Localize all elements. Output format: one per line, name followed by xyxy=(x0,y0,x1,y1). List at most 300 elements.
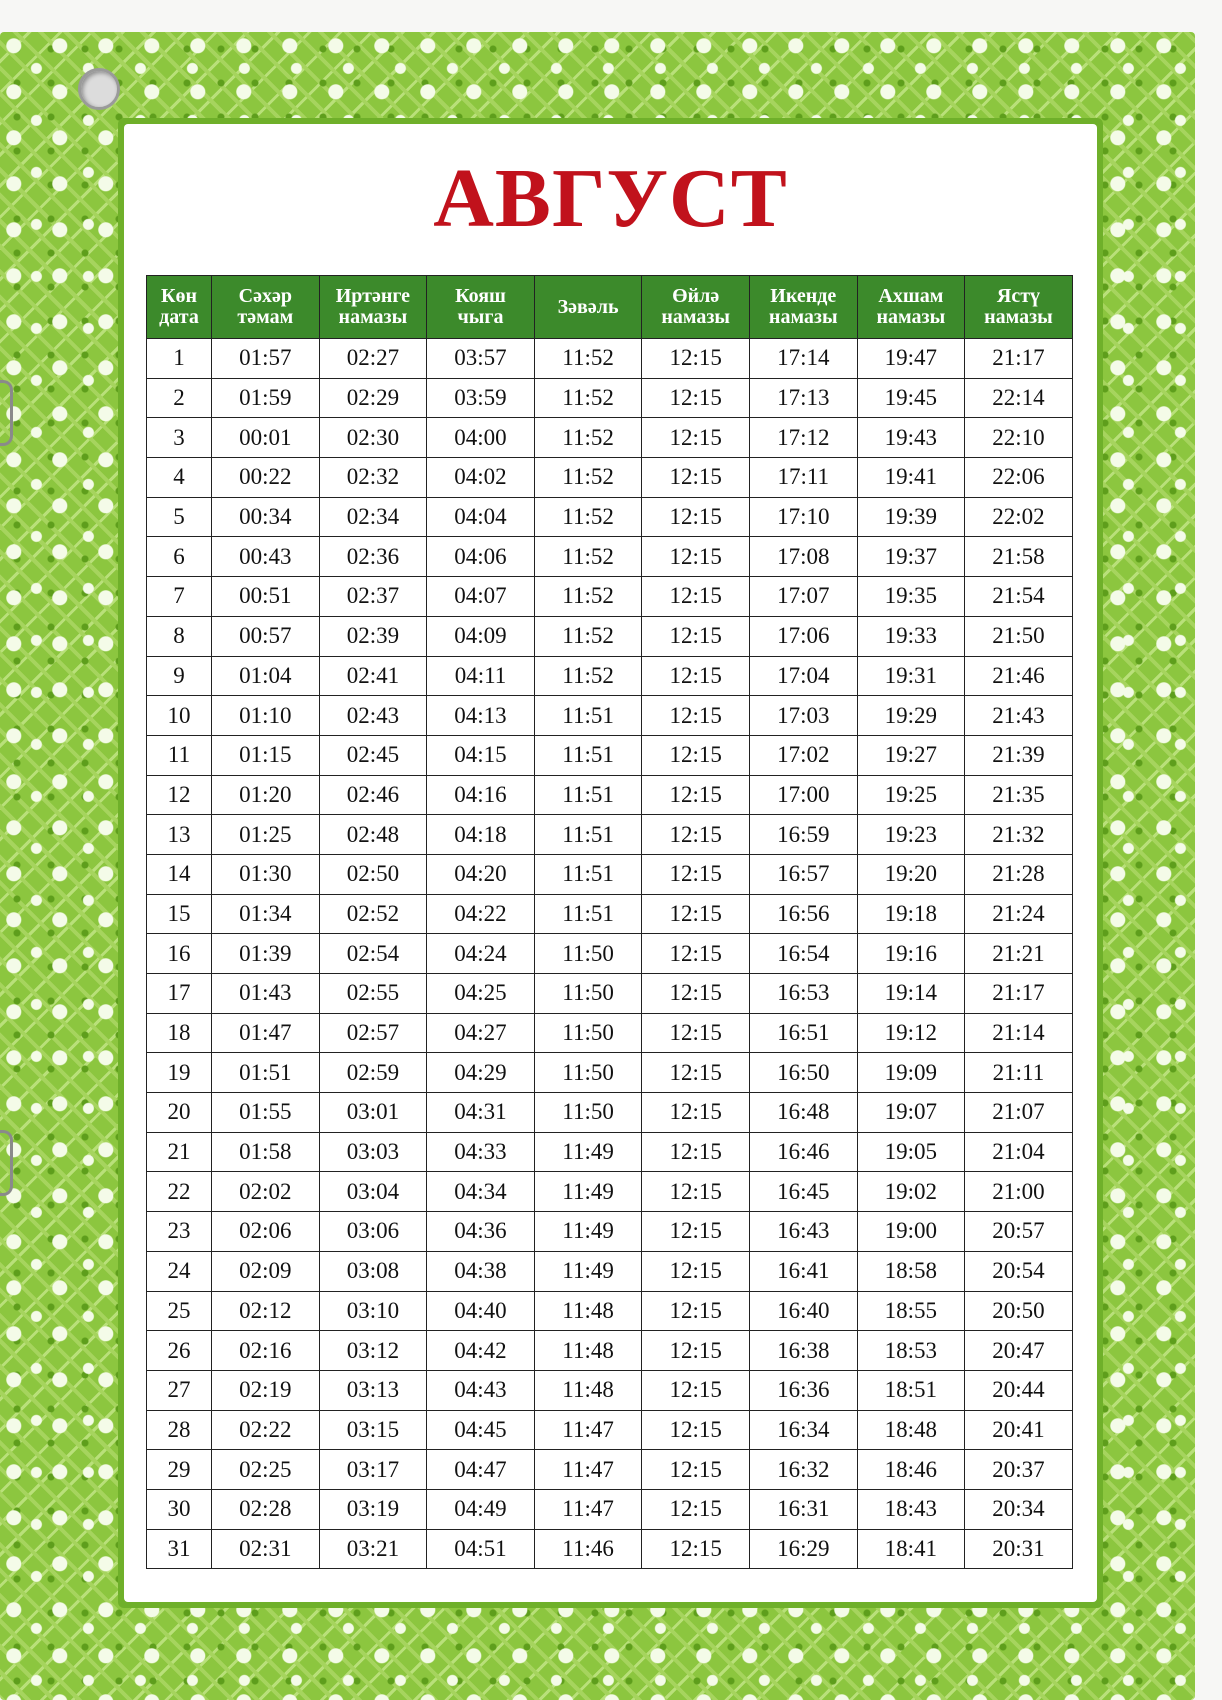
day-number-cell: 28 xyxy=(147,1410,212,1450)
time-cell: 16:29 xyxy=(749,1529,857,1569)
time-cell: 12:15 xyxy=(642,735,750,775)
table-row xyxy=(147,378,1073,418)
time-cell: 21:11 xyxy=(965,1053,1073,1093)
time-cell: 21:43 xyxy=(965,696,1073,736)
time-cell: 03:06 xyxy=(319,1212,427,1252)
time-cell: 12:15 xyxy=(642,1410,750,1450)
time-cell: 02:39 xyxy=(319,616,427,656)
time-cell: 12:15 xyxy=(642,418,750,458)
time-cell: 19:20 xyxy=(857,854,965,894)
time-cell: 04:33 xyxy=(427,1132,535,1172)
time-cell: 11:49 xyxy=(534,1172,642,1212)
table-row xyxy=(147,458,1073,498)
time-cell: 19:27 xyxy=(857,735,965,775)
day-number-cell: 4 xyxy=(147,458,212,498)
time-cell: 02:57 xyxy=(319,1013,427,1053)
time-cell: 16:48 xyxy=(749,1093,857,1133)
day-number-cell: 26 xyxy=(147,1331,212,1371)
time-cell: 12:15 xyxy=(642,1251,750,1291)
time-cell: 20:50 xyxy=(965,1291,1073,1331)
time-cell: 03:15 xyxy=(319,1410,427,1450)
time-cell: 02:12 xyxy=(212,1291,320,1331)
time-cell: 12:15 xyxy=(642,815,750,855)
time-cell: 01:57 xyxy=(212,339,320,379)
time-cell: 02:50 xyxy=(319,854,427,894)
time-cell: 04:49 xyxy=(427,1489,535,1529)
time-cell: 22:06 xyxy=(965,458,1073,498)
day-number-cell: 19 xyxy=(147,1053,212,1093)
time-cell: 21:14 xyxy=(965,1013,1073,1053)
time-cell: 16:36 xyxy=(749,1370,857,1410)
column-header-line1: Өйлә xyxy=(672,285,720,307)
time-cell: 01:59 xyxy=(212,378,320,418)
time-cell: 18:46 xyxy=(857,1450,965,1490)
time-cell: 04:06 xyxy=(427,537,535,577)
time-cell: 19:00 xyxy=(857,1212,965,1252)
day-number-cell: 10 xyxy=(147,696,212,736)
time-cell: 21:50 xyxy=(965,616,1073,656)
day-number-cell: 23 xyxy=(147,1212,212,1252)
day-number-cell: 31 xyxy=(147,1529,212,1569)
time-cell: 12:15 xyxy=(642,1212,750,1252)
time-cell: 19:39 xyxy=(857,497,965,537)
time-cell: 12:15 xyxy=(642,537,750,577)
time-cell: 16:40 xyxy=(749,1291,857,1331)
column-header-line2: намазы xyxy=(338,306,408,328)
table-row xyxy=(147,1053,1073,1093)
time-cell: 12:15 xyxy=(642,1331,750,1371)
time-cell: 11:51 xyxy=(534,894,642,934)
time-cell: 19:23 xyxy=(857,815,965,855)
day-number-cell: 9 xyxy=(147,656,212,696)
time-cell: 12:15 xyxy=(642,1013,750,1053)
time-cell: 11:49 xyxy=(534,1251,642,1291)
time-cell: 12:15 xyxy=(642,1370,750,1410)
time-cell: 11:52 xyxy=(534,656,642,696)
table-row xyxy=(147,656,1073,696)
time-cell: 00:43 xyxy=(212,537,320,577)
time-cell: 03:08 xyxy=(319,1251,427,1291)
time-cell: 01:15 xyxy=(212,735,320,775)
time-cell: 12:15 xyxy=(642,1132,750,1172)
time-cell: 00:34 xyxy=(212,497,320,537)
time-cell: 12:15 xyxy=(642,696,750,736)
time-cell: 21:17 xyxy=(965,339,1073,379)
time-cell: 04:09 xyxy=(427,616,535,656)
time-cell: 11:51 xyxy=(534,775,642,815)
time-cell: 01:30 xyxy=(212,854,320,894)
time-cell: 21:24 xyxy=(965,894,1073,934)
table-row xyxy=(147,854,1073,894)
time-cell: 04:47 xyxy=(427,1450,535,1490)
time-cell: 02:52 xyxy=(319,894,427,934)
time-cell: 11:52 xyxy=(534,577,642,617)
time-cell: 00:01 xyxy=(212,418,320,458)
time-cell: 18:53 xyxy=(857,1331,965,1371)
time-cell: 21:17 xyxy=(965,974,1073,1014)
time-cell: 12:15 xyxy=(642,616,750,656)
column-header-line2: намазы xyxy=(661,306,730,328)
time-cell: 11:47 xyxy=(534,1410,642,1450)
column-header xyxy=(147,276,212,339)
time-cell: 02:16 xyxy=(212,1331,320,1371)
time-cell: 20:57 xyxy=(965,1212,1073,1252)
time-cell: 16:32 xyxy=(749,1450,857,1490)
time-cell: 11:49 xyxy=(534,1212,642,1252)
time-cell: 12:15 xyxy=(642,934,750,974)
table-row xyxy=(147,1212,1073,1252)
time-cell: 00:22 xyxy=(212,458,320,498)
day-number-cell: 1 xyxy=(147,339,212,379)
time-cell: 11:52 xyxy=(534,616,642,656)
time-cell: 16:43 xyxy=(749,1212,857,1252)
time-cell: 16:45 xyxy=(749,1172,857,1212)
time-cell: 12:15 xyxy=(642,458,750,498)
column-header-line2: намазы xyxy=(984,306,1053,328)
time-cell: 04:15 xyxy=(427,735,535,775)
time-cell: 20:34 xyxy=(965,1489,1073,1529)
day-number-cell: 2 xyxy=(147,378,212,418)
table-row xyxy=(147,735,1073,775)
day-number-cell: 12 xyxy=(147,775,212,815)
column-header-line2: намазы xyxy=(876,306,946,328)
time-cell: 04:27 xyxy=(427,1013,535,1053)
time-cell: 18:51 xyxy=(857,1370,965,1410)
time-cell: 16:46 xyxy=(749,1132,857,1172)
time-cell: 04:13 xyxy=(427,696,535,736)
table-row xyxy=(147,537,1073,577)
column-header-line2: тәмам xyxy=(237,306,294,328)
time-cell: 02:46 xyxy=(319,775,427,815)
time-cell: 01:43 xyxy=(212,974,320,1014)
time-cell: 20:37 xyxy=(965,1450,1073,1490)
time-cell: 19:14 xyxy=(857,974,965,1014)
time-cell: 19:45 xyxy=(857,378,965,418)
time-cell: 19:07 xyxy=(857,1093,965,1133)
column-header-line1: Зәвәль xyxy=(557,295,619,318)
table-row xyxy=(147,815,1073,855)
time-cell: 04:29 xyxy=(427,1053,535,1093)
time-cell: 02:55 xyxy=(319,974,427,1014)
time-cell: 02:48 xyxy=(319,815,427,855)
table-row xyxy=(147,616,1073,656)
table-row xyxy=(147,418,1073,458)
column-header-line1: Сәхәр xyxy=(238,285,292,307)
time-cell: 11:49 xyxy=(534,1132,642,1172)
day-number-cell: 16 xyxy=(147,934,212,974)
time-cell: 02:19 xyxy=(212,1370,320,1410)
time-cell: 04:51 xyxy=(427,1529,535,1569)
time-cell: 17:11 xyxy=(749,458,857,498)
time-cell: 03:12 xyxy=(319,1331,427,1371)
time-cell: 21:04 xyxy=(965,1132,1073,1172)
day-number-cell: 13 xyxy=(147,815,212,855)
column-header xyxy=(965,276,1073,339)
column-header-line1: Икенде xyxy=(770,285,837,307)
time-cell: 04:04 xyxy=(427,497,535,537)
time-cell: 02:02 xyxy=(212,1172,320,1212)
time-cell: 02:25 xyxy=(212,1450,320,1490)
time-cell: 21:39 xyxy=(965,735,1073,775)
table-row xyxy=(147,696,1073,736)
day-number-cell: 22 xyxy=(147,1172,212,1212)
time-cell: 11:51 xyxy=(534,735,642,775)
day-number-cell: 17 xyxy=(147,974,212,1014)
time-cell: 20:54 xyxy=(965,1251,1073,1291)
time-cell: 19:09 xyxy=(857,1053,965,1093)
time-cell: 21:00 xyxy=(965,1172,1073,1212)
time-cell: 04:00 xyxy=(427,418,535,458)
time-cell: 03:04 xyxy=(319,1172,427,1212)
day-number-cell: 8 xyxy=(147,616,212,656)
column-header-line2: намазы xyxy=(768,306,838,328)
day-number-cell: 15 xyxy=(147,894,212,934)
time-cell: 04:20 xyxy=(427,854,535,894)
time-cell: 02:09 xyxy=(212,1251,320,1291)
time-cell: 11:46 xyxy=(534,1529,642,1569)
time-cell: 12:15 xyxy=(642,775,750,815)
day-number-cell: 6 xyxy=(147,537,212,577)
time-cell: 11:50 xyxy=(534,1013,642,1053)
binder-ring-icon xyxy=(0,1130,13,1196)
column-header xyxy=(319,276,427,339)
time-cell: 20:31 xyxy=(965,1529,1073,1569)
time-cell: 11:52 xyxy=(534,418,642,458)
time-cell: 19:43 xyxy=(857,418,965,458)
table-row xyxy=(147,1331,1073,1371)
time-cell: 19:41 xyxy=(857,458,965,498)
time-cell: 04:34 xyxy=(427,1172,535,1212)
time-cell: 17:14 xyxy=(749,339,857,379)
time-cell: 11:52 xyxy=(534,378,642,418)
table-row xyxy=(147,974,1073,1014)
table-row xyxy=(147,339,1073,379)
day-number-cell: 25 xyxy=(147,1291,212,1331)
time-cell: 02:59 xyxy=(319,1053,427,1093)
time-cell: 16:38 xyxy=(749,1331,857,1371)
column-header-line2: дата xyxy=(159,306,199,328)
time-cell: 22:02 xyxy=(965,497,1073,537)
time-cell: 11:51 xyxy=(534,854,642,894)
time-cell: 20:47 xyxy=(965,1331,1073,1371)
time-cell: 03:17 xyxy=(319,1450,427,1490)
time-cell: 19:37 xyxy=(857,537,965,577)
binder-ring-icon xyxy=(0,380,13,446)
time-cell: 04:45 xyxy=(427,1410,535,1450)
time-cell: 18:48 xyxy=(857,1410,965,1450)
time-cell: 18:55 xyxy=(857,1291,965,1331)
time-cell: 12:15 xyxy=(642,656,750,696)
time-cell: 01:58 xyxy=(212,1132,320,1172)
column-header xyxy=(534,276,642,339)
time-cell: 02:30 xyxy=(319,418,427,458)
time-cell: 04:25 xyxy=(427,974,535,1014)
time-cell: 16:34 xyxy=(749,1410,857,1450)
time-cell: 12:15 xyxy=(642,1053,750,1093)
time-cell: 20:44 xyxy=(965,1370,1073,1410)
time-cell: 19:29 xyxy=(857,696,965,736)
column-header xyxy=(212,276,320,339)
day-number-cell: 27 xyxy=(147,1370,212,1410)
table-row xyxy=(147,1529,1073,1569)
day-number-cell: 24 xyxy=(147,1251,212,1291)
time-cell: 11:50 xyxy=(534,934,642,974)
time-cell: 22:14 xyxy=(965,378,1073,418)
time-cell: 02:29 xyxy=(319,378,427,418)
time-cell: 19:47 xyxy=(857,339,965,379)
time-cell: 16:57 xyxy=(749,854,857,894)
column-header-line1: Кояш xyxy=(455,285,506,307)
time-cell: 16:56 xyxy=(749,894,857,934)
time-cell: 17:02 xyxy=(749,735,857,775)
time-cell: 12:15 xyxy=(642,1093,750,1133)
column-header-line1: Ахшам xyxy=(878,285,944,307)
time-cell: 02:37 xyxy=(319,577,427,617)
time-cell: 02:45 xyxy=(319,735,427,775)
time-cell: 11:48 xyxy=(534,1331,642,1371)
time-cell: 04:18 xyxy=(427,815,535,855)
time-cell: 01:55 xyxy=(212,1093,320,1133)
time-cell: 04:22 xyxy=(427,894,535,934)
time-cell: 17:06 xyxy=(749,616,857,656)
time-cell: 12:15 xyxy=(642,894,750,934)
time-cell: 01:47 xyxy=(212,1013,320,1053)
time-cell: 11:50 xyxy=(534,974,642,1014)
time-cell: 11:51 xyxy=(534,696,642,736)
punch-hole-icon xyxy=(78,68,120,110)
day-number-cell: 18 xyxy=(147,1013,212,1053)
column-header xyxy=(642,276,750,339)
table-header-row xyxy=(147,276,1073,339)
time-cell: 02:06 xyxy=(212,1212,320,1252)
time-cell: 17:13 xyxy=(749,378,857,418)
time-cell: 12:15 xyxy=(642,1172,750,1212)
table-row xyxy=(147,1093,1073,1133)
time-cell: 11:52 xyxy=(534,497,642,537)
time-cell: 21:28 xyxy=(965,854,1073,894)
time-cell: 12:15 xyxy=(642,1529,750,1569)
time-cell: 04:07 xyxy=(427,577,535,617)
time-cell: 12:15 xyxy=(642,577,750,617)
time-cell: 02:31 xyxy=(212,1529,320,1569)
day-number-cell: 30 xyxy=(147,1489,212,1529)
time-cell: 03:13 xyxy=(319,1370,427,1410)
time-cell: 02:36 xyxy=(319,537,427,577)
time-cell: 03:59 xyxy=(427,378,535,418)
time-cell: 01:34 xyxy=(212,894,320,934)
time-cell: 03:03 xyxy=(319,1132,427,1172)
time-cell: 19:31 xyxy=(857,656,965,696)
time-cell: 21:58 xyxy=(965,537,1073,577)
time-cell: 17:04 xyxy=(749,656,857,696)
time-cell: 03:57 xyxy=(427,339,535,379)
time-cell: 11:47 xyxy=(534,1489,642,1529)
time-cell: 04:36 xyxy=(427,1212,535,1252)
time-cell: 04:38 xyxy=(427,1251,535,1291)
time-cell: 03:01 xyxy=(319,1093,427,1133)
time-cell: 01:20 xyxy=(212,775,320,815)
time-cell: 21:21 xyxy=(965,934,1073,974)
table-row xyxy=(147,1370,1073,1410)
time-cell: 12:15 xyxy=(642,1489,750,1529)
time-cell: 17:08 xyxy=(749,537,857,577)
time-cell: 21:07 xyxy=(965,1093,1073,1133)
time-cell: 11:52 xyxy=(534,458,642,498)
page-title: АВГУСТ xyxy=(433,152,788,245)
time-cell: 02:41 xyxy=(319,656,427,696)
table-row xyxy=(147,497,1073,537)
time-cell: 16:50 xyxy=(749,1053,857,1093)
time-cell: 04:16 xyxy=(427,775,535,815)
table-row xyxy=(147,577,1073,617)
day-number-cell: 29 xyxy=(147,1450,212,1490)
time-cell: 04:02 xyxy=(427,458,535,498)
time-cell: 11:48 xyxy=(534,1370,642,1410)
time-cell: 19:05 xyxy=(857,1132,965,1172)
time-cell: 02:28 xyxy=(212,1489,320,1529)
table-row xyxy=(147,894,1073,934)
time-cell: 12:15 xyxy=(642,339,750,379)
table-row xyxy=(147,934,1073,974)
time-cell: 16:31 xyxy=(749,1489,857,1529)
time-cell: 01:51 xyxy=(212,1053,320,1093)
table-row xyxy=(147,1013,1073,1053)
time-cell: 04:24 xyxy=(427,934,535,974)
table-row xyxy=(147,775,1073,815)
table-row xyxy=(147,1172,1073,1212)
time-cell: 02:34 xyxy=(319,497,427,537)
column-header-line1: Иртәнге xyxy=(335,285,411,307)
prayer-times-table xyxy=(146,275,1073,1569)
column-header-line1: Көн xyxy=(160,285,198,307)
time-cell: 16:54 xyxy=(749,934,857,974)
time-cell: 12:15 xyxy=(642,854,750,894)
time-cell: 17:12 xyxy=(749,418,857,458)
time-cell: 12:15 xyxy=(642,378,750,418)
time-cell: 17:10 xyxy=(749,497,857,537)
time-cell: 17:00 xyxy=(749,775,857,815)
time-cell: 19:33 xyxy=(857,616,965,656)
time-cell: 04:11 xyxy=(427,656,535,696)
time-cell: 11:51 xyxy=(534,815,642,855)
time-cell: 02:22 xyxy=(212,1410,320,1450)
time-cell: 19:12 xyxy=(857,1013,965,1053)
time-cell: 01:04 xyxy=(212,656,320,696)
time-cell: 02:54 xyxy=(319,934,427,974)
time-cell: 12:15 xyxy=(642,497,750,537)
column-header xyxy=(749,276,857,339)
table-row xyxy=(147,1251,1073,1291)
time-cell: 04:40 xyxy=(427,1291,535,1331)
day-number-cell: 14 xyxy=(147,854,212,894)
time-cell: 04:42 xyxy=(427,1331,535,1371)
table-row xyxy=(147,1291,1073,1331)
time-cell: 19:18 xyxy=(857,894,965,934)
time-cell: 17:03 xyxy=(749,696,857,736)
time-cell: 12:15 xyxy=(642,974,750,1014)
time-cell: 22:10 xyxy=(965,418,1073,458)
time-cell: 19:35 xyxy=(857,577,965,617)
column-header xyxy=(427,276,535,339)
time-cell: 21:46 xyxy=(965,656,1073,696)
time-cell: 01:25 xyxy=(212,815,320,855)
time-cell: 01:39 xyxy=(212,934,320,974)
table-row xyxy=(147,1450,1073,1490)
time-cell: 19:25 xyxy=(857,775,965,815)
time-cell: 11:52 xyxy=(534,339,642,379)
day-number-cell: 7 xyxy=(147,577,212,617)
time-cell: 03:19 xyxy=(319,1489,427,1529)
